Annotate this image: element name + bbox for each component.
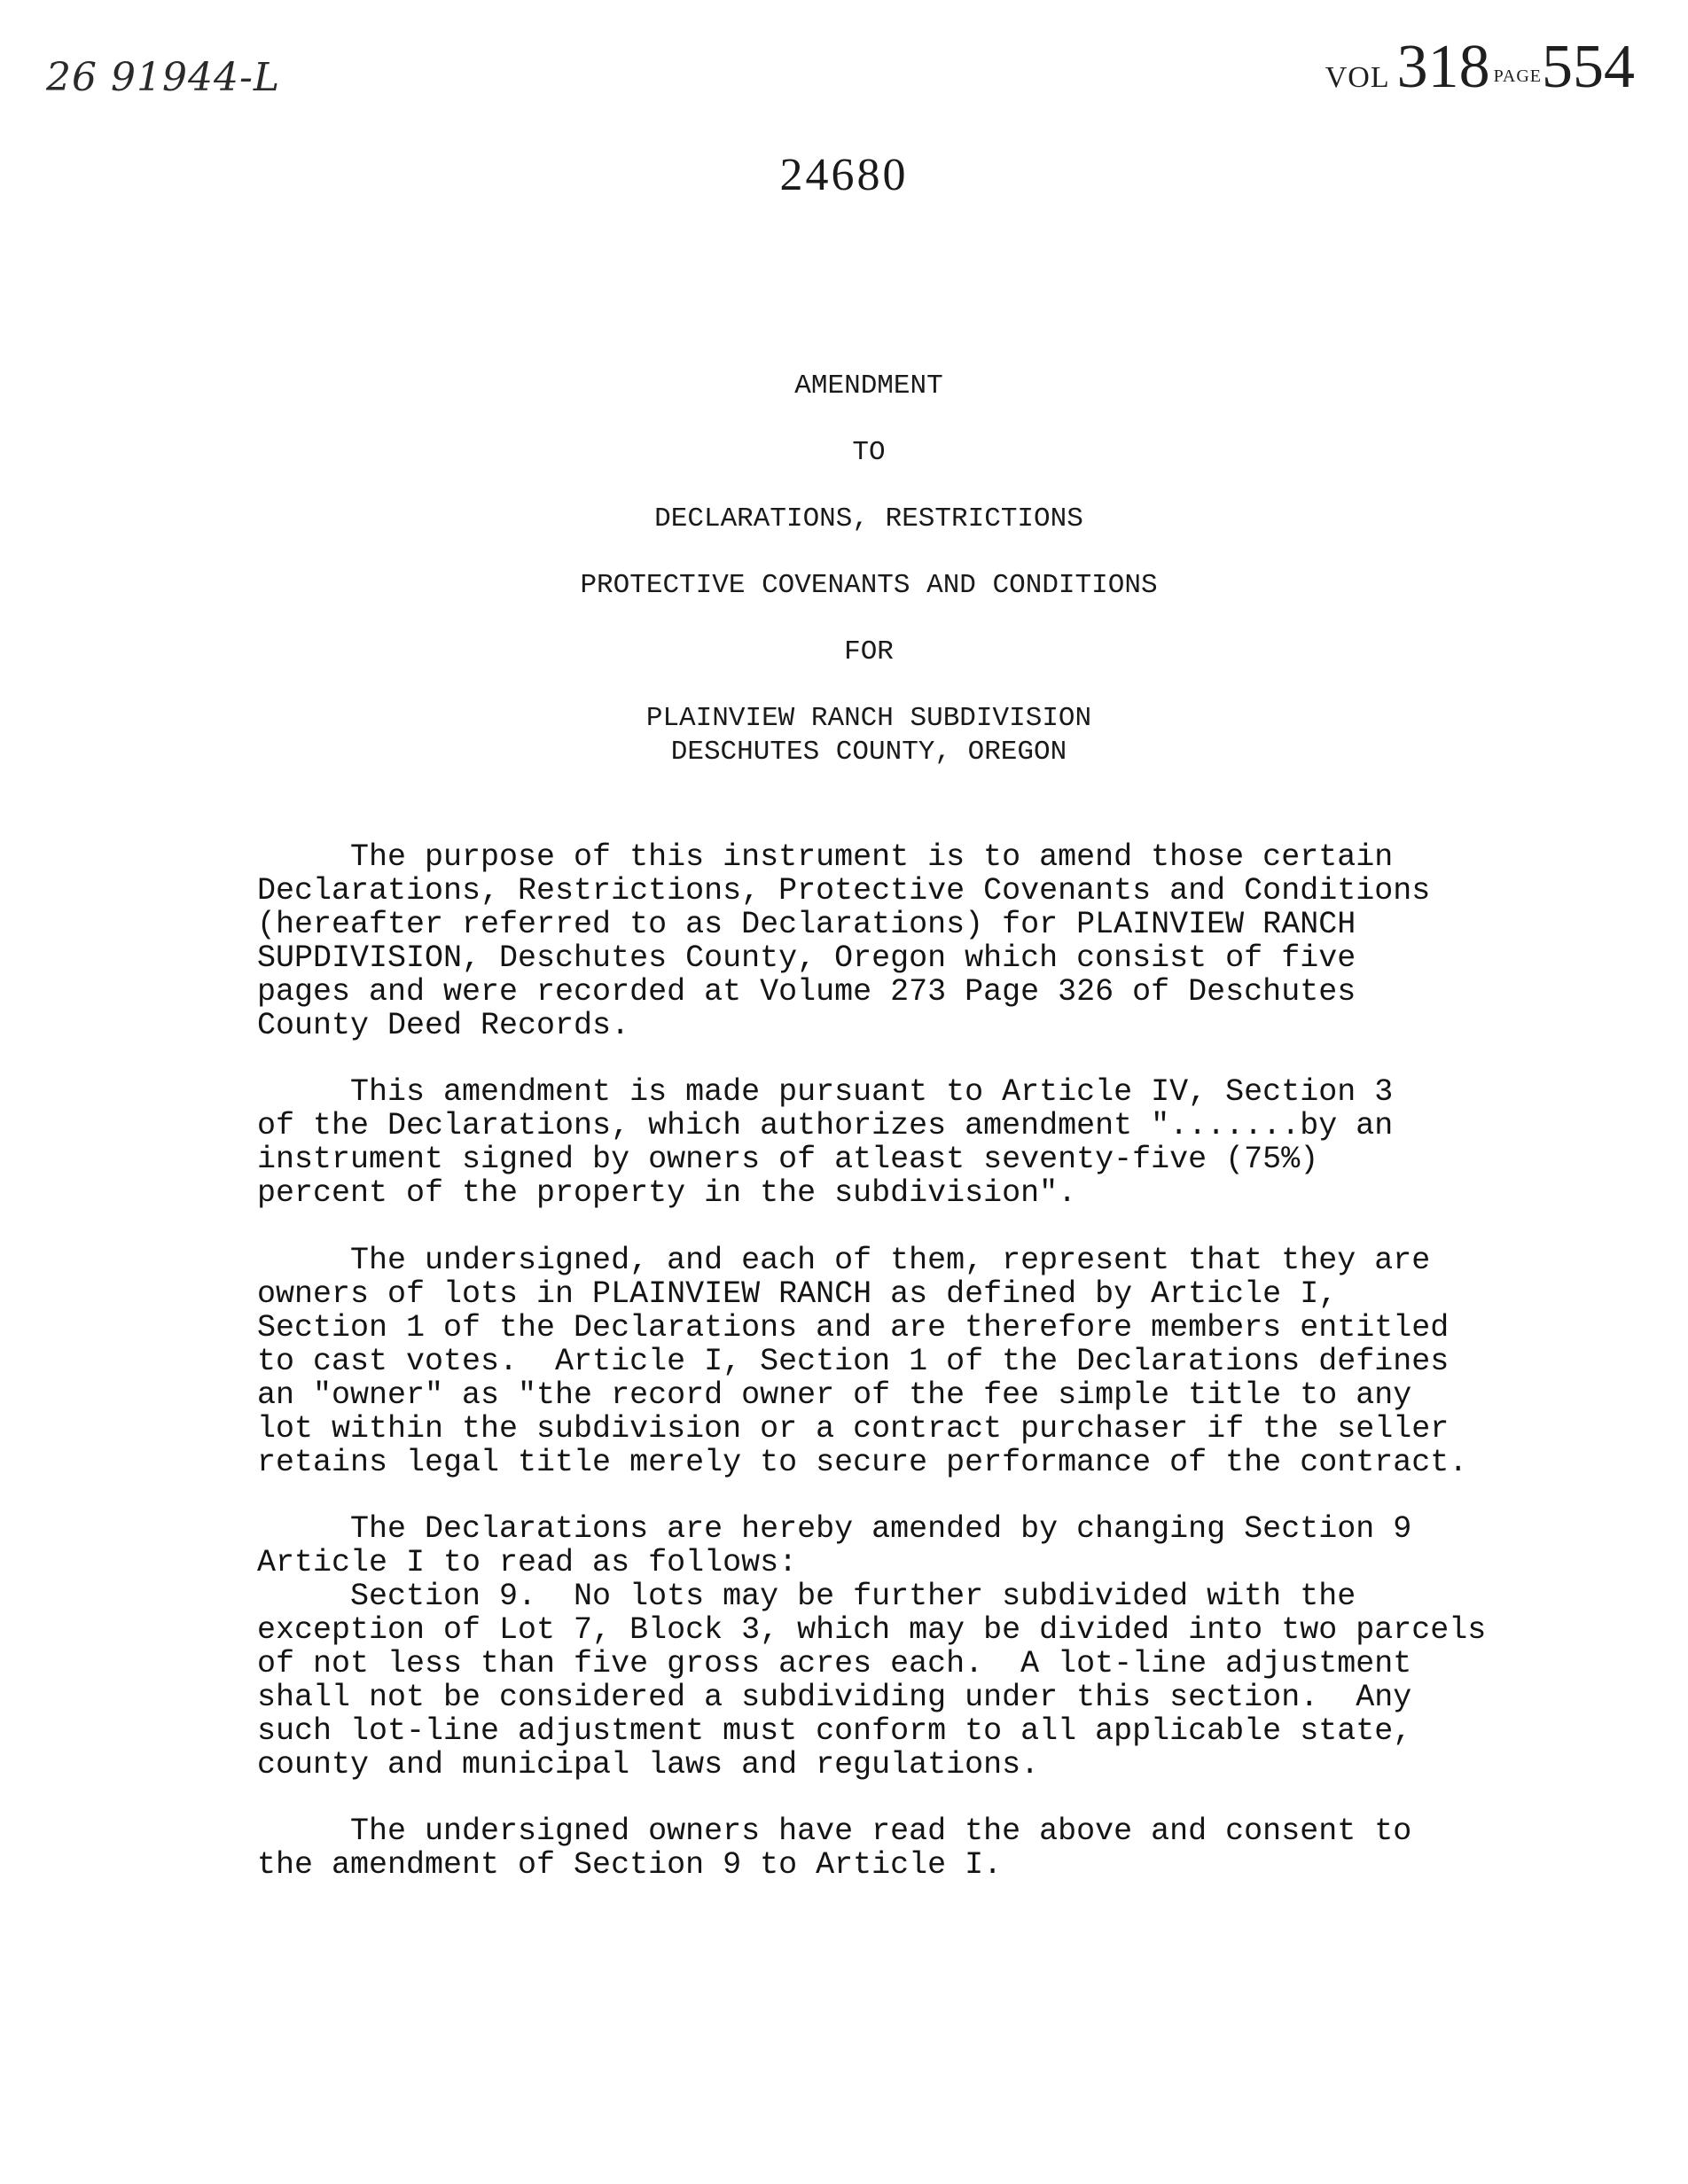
paragraph-line: The undersigned owners have read the above and consent to [257, 1814, 1412, 1849]
paragraph-line: Section 9. No lots may be further subdivided with the [257, 1579, 1356, 1614]
paragraph-line: pages and were recorded at Volume 273 Page 326 of Deschutes [257, 974, 1356, 1010]
paragraph-consent [257, 1814, 1411, 1882]
paragraph-line: The purpose of this instrument is to amend those certain [257, 839, 1394, 875]
title-county: DESCHUTES COUNTY, OREGON [670, 737, 1067, 768]
paragraph-line: of the Declarations, which authorizes amendment ".......by an [257, 1108, 1394, 1143]
vol-label: VOL [1325, 61, 1390, 94]
paragraph-pursuant [257, 1075, 1393, 1210]
paragraph-line: The undersigned, and each of them, represent that they are [257, 1243, 1431, 1278]
paragraph-line: the amendment of Section 9 to Article I. [257, 1847, 1003, 1883]
paragraph-line: lot within the subdivision or a contract purchaser if the seller [257, 1411, 1450, 1447]
paragraph-line: exception of Lot 7, Block 3, which may be divided into two parcels [257, 1612, 1487, 1648]
paragraph-line: to cast votes. Article I, Section 1 of the Declarations defines [257, 1344, 1450, 1379]
paragraph-line: shall not be considered a subdividing under this section. Any [257, 1680, 1412, 1715]
paragraph-line: retains legal title merely to secure performance of the contract. [257, 1445, 1468, 1480]
paragraph-line: county and municipal laws and regulations. [257, 1747, 1040, 1782]
paragraph-section-9 [257, 1512, 1486, 1782]
volume-page-stamp [1325, 32, 1635, 103]
title-for: FOR [844, 636, 894, 667]
paragraph-line: (hereafter referred to as Declarations) for PLAINVIEW RANCH [257, 907, 1356, 942]
title-subdivision: PLAINVIEW RANCH SUBDIVISION [645, 703, 1092, 734]
paragraph-purpose [257, 840, 1430, 1042]
paragraph-line: This amendment is made pursuant to Article IV, Section 3 [257, 1074, 1394, 1110]
paragraph-line: Declarations, Restrictions, Protective Covenants and Conditions [257, 873, 1431, 909]
page-label: PAGE [1493, 66, 1542, 86]
paragraph-line: of not less than five gross acres each. A lot-line adjustment [257, 1646, 1412, 1681]
document-number: 24680 [779, 150, 909, 200]
paragraph-line: Section 1 of the Declarations and are therefore members entitled [257, 1310, 1450, 1346]
vol-number: 318 [1396, 33, 1490, 101]
paragraph-line: County Deed Records. [257, 1008, 630, 1043]
paragraph-line: percent of the property in the subdivision". [257, 1175, 1077, 1211]
paragraph-line: Article I to read as follows: [257, 1545, 798, 1580]
paragraph-undersigned [257, 1244, 1467, 1479]
paragraph-line: SUPDIVISION, Deschutes County, Oregon which consist of five [257, 940, 1356, 976]
title-to: TO [852, 437, 886, 468]
paragraph-line: owners of lots in PLAINVIEW RANCH as defined by Article I, [257, 1276, 1338, 1312]
paragraph-line: an "owner" as "the record owner of the fee simple title to any [257, 1377, 1412, 1413]
title-amendment: AMENDMENT [794, 370, 943, 402]
paragraph-line: instrument signed by owners of atleast seventy-five (75%) [257, 1142, 1319, 1177]
title-covenants: PROTECTIVE COVENANTS AND CONDITIONS [580, 570, 1158, 601]
handwritten-note: 26 91944-L [46, 55, 281, 100]
title-declarations: DECLARATIONS, RESTRICTIONS [654, 503, 1083, 534]
paragraph-line: such lot-line adjustment must conform to all applicable state, [257, 1713, 1412, 1749]
paragraph-line: The Declarations are hereby amended by changing Section 9 [257, 1511, 1412, 1547]
page-number: 554 [1542, 33, 1635, 101]
